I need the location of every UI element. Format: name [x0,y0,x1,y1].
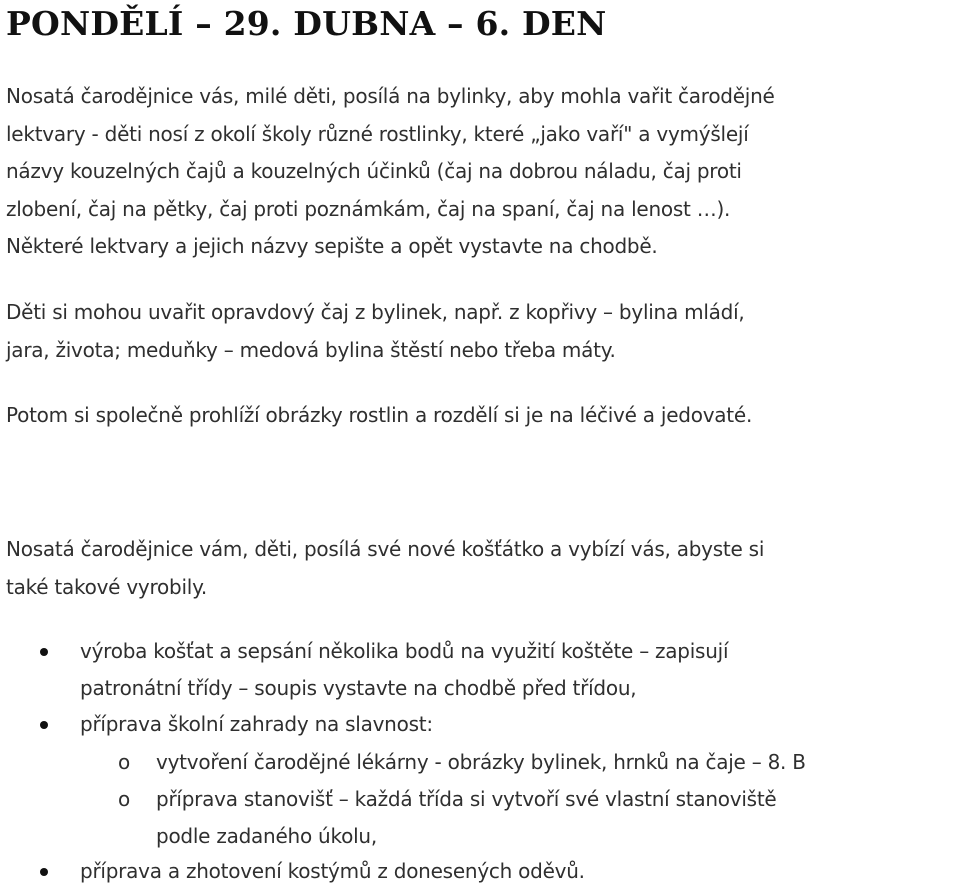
list-item-text: vytvoření čarodějné lékárny - obrázky bylinek, hrnků na čaje – 8. B [156,750,806,774]
bullet-icon [40,868,48,876]
paragraph-plants [6,397,956,435]
paragraph-herbs-intro [6,78,956,266]
sub-bullet-icon: o [118,750,130,774]
text-line: jara, života; meduňky – medová bylina štěstí nebo třeba máty. [6,337,616,362]
bullet-icon [40,648,48,656]
text-line: zlobení, čaj na pětky, čaj proti poznámkám, čaj na spaní, čaj na lenost …). [6,196,731,221]
list-item-text: podle zadaného úkolu, [156,824,377,848]
paragraph-broom [6,531,956,606]
text-line: názvy kouzelných čajů a kouzelných účinků (čaj na dobrou náladu, čaj proti [6,159,742,183]
text-line: lektvary - děti nosí z okolí školy různé rostlinky, které „jako vaří" a vymýšlejí [6,121,749,146]
text-line: Potom si společně prohlíží obrázky rostlin a rozdělí si je na léčivé a jedovaté. [6,403,753,427]
paragraph-tea [6,294,956,369]
list-item-text: výroba košťat a sepsání několika bodů na využití koštěte – zapisují [80,639,729,663]
list-item-text: příprava školní zahrady na slavnost: [80,712,433,736]
list-item-text: patronátní třídy – soupis vystavte na chodbě před třídou, [80,676,637,700]
page-title: PONDĚLÍ – 29. DUBNA – 6. DEN [6,4,607,43]
text-line: Děti si mohou uvařit opravdový čaj z bylinek, např. z kopřivy – bylina mládí, [6,300,745,324]
text-line: Některé lektvary a jejich názvy sepište a opět vystavte na chodbě. [6,234,658,258]
bullet-icon [40,721,48,729]
text-line: také takové vyrobily. [6,574,207,599]
text-line: Nosatá čarodějnice vás, milé děti, posílá na bylinky, aby mohla vařit čarodějné [6,84,775,108]
text-line: Nosatá čarodějnice vám, děti, posílá své nové košťátko a vybízí vás, abyste si [6,537,765,561]
list-item-text: příprava stanovišť – každá třída si vytvoří své vlastní stanoviště [156,787,777,811]
list-item-text: příprava a zhotovení kostýmů z donesených oděvů. [80,859,585,883]
sub-bullet-icon: o [118,787,130,811]
